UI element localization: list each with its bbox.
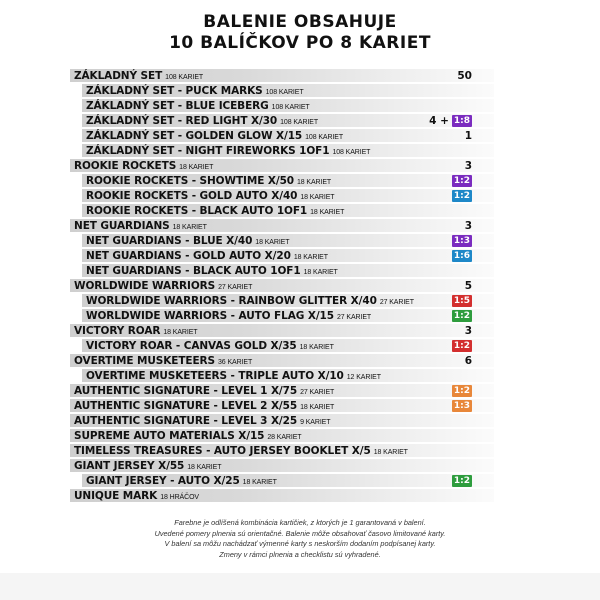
row-quantity-value: 3 — [464, 324, 472, 337]
row-card-count: 18 KARIET — [255, 238, 290, 246]
row-card-count: 18 KARIET — [179, 163, 214, 171]
row-name — [70, 145, 370, 157]
row-quantity — [452, 473, 472, 488]
table-row — [70, 323, 494, 338]
row-title: ZÁKLADNÝ SET — [74, 69, 163, 82]
ratio-badge: 1:2 — [453, 475, 470, 486]
table-row — [70, 368, 494, 383]
table-row — [70, 458, 494, 473]
ratio-badge: 1:2 — [453, 340, 470, 351]
row-quantity-value: 5 — [464, 279, 472, 292]
row-title: SUPREME AUTO MATERIALS X/15 — [74, 429, 265, 442]
row-name — [70, 280, 252, 292]
row-card-count: 18 KARIET — [293, 253, 328, 261]
row-card-count: 27 KARIET — [336, 313, 372, 321]
row-name — [70, 400, 334, 412]
ratio-badge: 1:2 — [453, 310, 470, 321]
row-quantity — [465, 353, 472, 368]
row-card-count: 108 KARIET — [265, 88, 304, 96]
ratio-badge: 1:8 — [453, 115, 470, 126]
table-row — [70, 143, 494, 158]
ratio-badge: 1:3 — [453, 235, 470, 246]
row-name — [70, 250, 328, 262]
row-title: ZÁKLADNÝ SET - RED LIGHT X/30 — [86, 114, 278, 127]
table-row — [70, 308, 494, 323]
row-title: ROOKIE ROCKETS - GOLD AUTO X/40 — [86, 189, 298, 202]
row-quantity — [452, 383, 472, 398]
row-name — [70, 475, 277, 487]
row-card-count: 28 KARIET — [267, 433, 302, 441]
row-card-count: 18 KARIET — [187, 463, 222, 471]
row-quantity — [457, 68, 472, 83]
table-row — [70, 473, 494, 488]
row-name — [70, 310, 371, 322]
header-title-line2: 10 BALÍČKOV PO 8 KARIET — [169, 33, 431, 53]
contents-table — [70, 68, 494, 503]
table-row — [70, 338, 494, 353]
table-row — [70, 233, 494, 248]
row-card-count: 18 KARIET — [242, 478, 277, 486]
row-title: OVERTIME MUSKETEERS - TRIPLE AUTO X/10 — [86, 369, 344, 382]
row-name — [70, 70, 203, 82]
row-quantity — [465, 323, 472, 338]
row-quantity — [452, 293, 472, 308]
row-quantity — [465, 128, 472, 143]
row-card-count: 108 KARIET — [271, 103, 310, 111]
row-title: AUTHENTIC SIGNATURE - LEVEL 1 X/75 — [74, 384, 298, 397]
row-quantity-value: 6 — [464, 354, 472, 367]
row-card-count: 18 KARIET — [172, 223, 207, 231]
table-row — [70, 248, 494, 263]
table-row — [70, 353, 494, 368]
row-title: NET GUARDIANS - BLACK AUTO 1OF1 — [86, 264, 301, 277]
ratio-badge: 1:2 — [453, 175, 470, 186]
row-quantity — [465, 218, 472, 233]
row-name — [70, 445, 408, 457]
row-title: ZÁKLADNÝ SET - PUCK MARKS — [86, 84, 263, 97]
row-name — [70, 85, 304, 97]
row-name — [70, 220, 207, 232]
row-name — [70, 160, 213, 172]
row-quantity — [452, 248, 472, 263]
ratio-badge: 1:5 — [453, 295, 470, 306]
row-card-count: 18 KARIET — [299, 343, 334, 351]
row-title: TIMELESS TREASURES - AUTO JERSEY BOOKLET X/5 — [74, 444, 371, 457]
row-card-count: 18 KARIET — [303, 268, 338, 276]
table-row — [70, 443, 494, 458]
row-title: ZÁKLADNÝ SET - GOLDEN GLOW X/15 — [86, 129, 303, 142]
table-row — [70, 488, 494, 503]
row-card-count: 27 KARIET — [379, 298, 414, 306]
row-card-count: 36 KARIET — [218, 358, 253, 366]
table-row — [70, 188, 494, 203]
table-row — [70, 428, 494, 443]
row-quantity — [465, 278, 472, 293]
table-row — [70, 83, 494, 98]
row-name — [70, 325, 197, 337]
row-name — [70, 430, 301, 442]
row-title: UNIQUE MARK — [74, 489, 158, 502]
row-quantity — [452, 338, 472, 353]
row-card-count: 108 KARIET — [332, 148, 371, 156]
row-name — [70, 340, 334, 352]
table-row — [70, 218, 494, 233]
row-quantity — [452, 233, 472, 248]
row-title: ZÁKLADNÝ SET - NIGHT FIREWORKS 1OF1 — [86, 144, 330, 157]
row-card-count: 18 KARIET — [296, 178, 332, 186]
row-name — [70, 100, 310, 112]
row-name — [70, 385, 334, 397]
row-name — [70, 355, 252, 367]
row-quantity — [465, 158, 472, 173]
table-row — [70, 113, 494, 128]
table-row — [70, 293, 494, 308]
row-title: NET GUARDIANS — [74, 219, 170, 232]
table-row — [70, 173, 494, 188]
row-title: NET GUARDIANS - GOLD AUTO X/20 — [86, 249, 291, 262]
row-quantity-value: 3 — [464, 219, 472, 232]
row-title: OVERTIME MUSKETEERS — [74, 354, 216, 367]
row-title: GIANT JERSEY - AUTO X/25 — [86, 474, 240, 487]
bottom-band — [0, 573, 600, 600]
table-row — [70, 398, 494, 413]
row-card-count: 18 KARIET — [163, 328, 198, 336]
row-card-count: 18 KARIET — [300, 193, 335, 201]
row-card-count: 27 KARIET — [300, 388, 335, 396]
row-title: VICTORY ROAR — [74, 324, 161, 337]
row-quantity — [452, 398, 472, 413]
row-title: WORLDWIDE WARRIORS — [74, 279, 216, 292]
ratio-badge: 1:6 — [453, 250, 470, 261]
row-quantity-value: 4 + — [429, 114, 449, 127]
row-card-count: 9 KARIET — [300, 418, 331, 426]
ratio-badge: 1:2 — [453, 385, 470, 396]
header — [0, 12, 600, 54]
row-name — [70, 370, 381, 382]
row-card-count: 108 KARIET — [305, 133, 344, 141]
table-row — [70, 68, 494, 83]
row-name — [70, 235, 289, 247]
row-title: WORLDWIDE WARRIORS - RAINBOW GLITTER X/40 — [86, 294, 377, 307]
row-quantity — [452, 308, 472, 323]
row-card-count: 18 KARIET — [300, 403, 335, 411]
ratio-badge: 1:3 — [453, 400, 470, 411]
row-card-count: 18 KARIET — [310, 208, 345, 216]
row-quantity — [452, 173, 472, 188]
header-title-line1: BALENIE OBSAHUJE — [203, 12, 397, 32]
footer-line: Farebne je odlíšená kombinácia kartičiek, z ktorých je 1 garantovaná v balení. — [174, 518, 426, 527]
row-quantity-value: 3 — [464, 159, 472, 172]
row-card-count: 18 KARIET — [373, 448, 408, 456]
row-name — [70, 115, 318, 127]
row-title: VICTORY ROAR - CANVAS GOLD X/35 — [86, 339, 297, 352]
row-quantity — [452, 188, 472, 203]
table-row — [70, 413, 494, 428]
row-name — [70, 130, 343, 142]
footer-line: Zmeny v rámci plnenia a checklistu sú vyhradené. — [219, 549, 381, 559]
row-name — [70, 265, 338, 277]
row-title: ROOKIE ROCKETS - BLACK AUTO 1OF1 — [86, 204, 308, 217]
row-name — [70, 415, 330, 427]
row-title: NET GUARDIANS - BLUE X/40 — [86, 234, 253, 247]
row-name — [70, 205, 344, 217]
footer-line: V balení sa môžu nachádzať výmenné karty s neskorším dodaním podpísanej karty. — [164, 539, 436, 548]
row-title: AUTHENTIC SIGNATURE - LEVEL 2 X/55 — [74, 399, 298, 412]
row-name — [70, 190, 334, 202]
row-card-count: 108 KARIET — [280, 118, 319, 126]
table-row — [70, 158, 494, 173]
ratio-badge: 1:2 — [453, 190, 470, 201]
table-row — [70, 203, 494, 218]
row-title: WORLDWIDE WARRIORS - AUTO FLAG X/15 — [86, 309, 334, 322]
row-quantity-value: 1 — [464, 129, 472, 142]
table-row — [70, 98, 494, 113]
row-title: ROOKIE ROCKETS — [74, 159, 177, 172]
row-name — [70, 295, 414, 307]
row-name — [70, 490, 199, 502]
row-card-count: 12 KARIET — [346, 373, 381, 381]
row-name — [70, 460, 221, 472]
row-quantity — [429, 113, 472, 128]
row-name — [70, 175, 331, 187]
table-row — [70, 278, 494, 293]
row-title: ZÁKLADNÝ SET - BLUE ICEBERG — [86, 99, 269, 112]
row-title: GIANT JERSEY X/55 — [74, 459, 185, 472]
row-quantity-value: 50 — [457, 69, 472, 82]
row-card-count: 18 HRÁČOV — [160, 493, 199, 501]
table-row — [70, 383, 494, 398]
row-card-count: 27 KARIET — [218, 283, 253, 291]
table-row — [70, 263, 494, 278]
row-title: AUTHENTIC SIGNATURE - LEVEL 3 X/25 — [74, 414, 298, 427]
row-title: ROOKIE ROCKETS - SHOWTIME X/50 — [86, 174, 294, 187]
footer-note — [0, 518, 600, 560]
table-row — [70, 128, 494, 143]
row-card-count: 108 KARIET — [165, 73, 204, 81]
footer-line: Uvedené pomery plnenia sú orientačné. Balenie môže obsahovať časovo limitované karty. — [154, 528, 446, 538]
